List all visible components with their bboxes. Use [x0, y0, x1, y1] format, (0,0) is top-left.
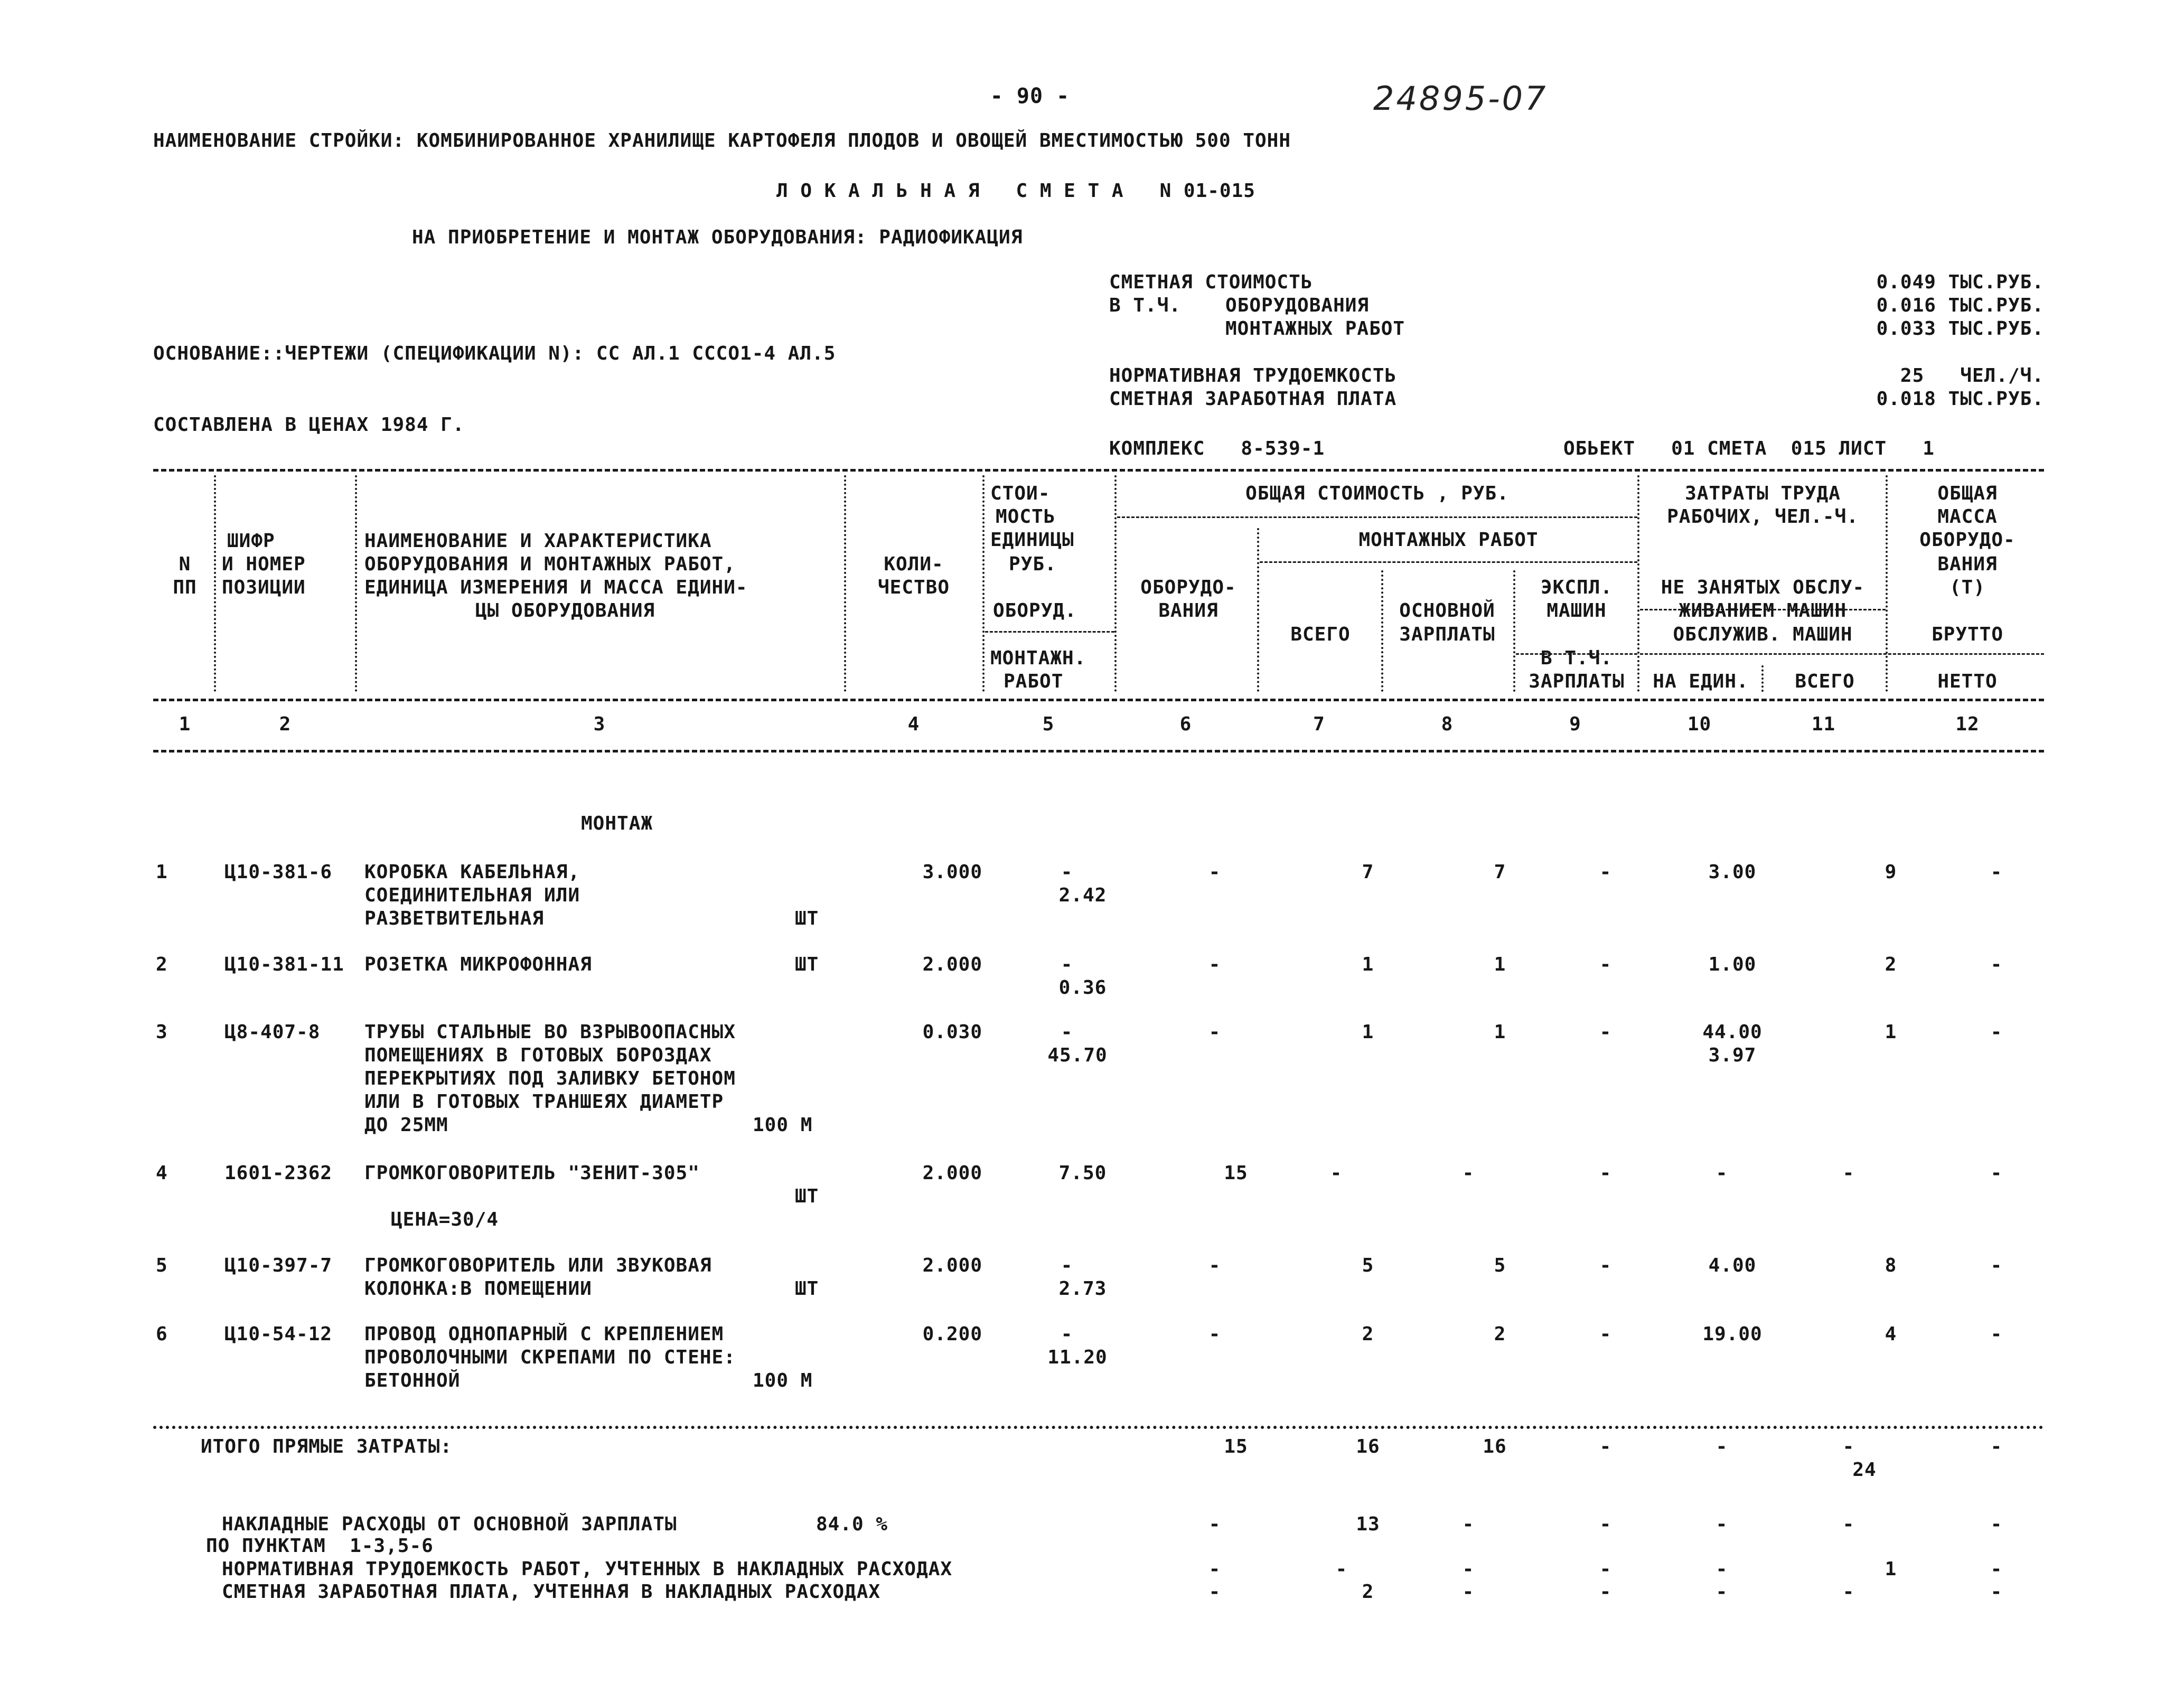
column-number: 6: [1179, 713, 1192, 735]
header-col12: БРУТТО: [1931, 624, 2004, 645]
header-col3: ЦЫ ОБОРУДОВАНИЯ: [475, 600, 655, 622]
row-unit-cost-equip: -: [1061, 1021, 1073, 1043]
header-total-cost: ОБЩАЯ СТОИМОСТЬ , РУБ.: [1245, 483, 1509, 504]
row-code: Ц10-397-7: [224, 1255, 333, 1276]
row-labor-unit: 3.00: [1708, 861, 1757, 883]
column-separator: [1886, 475, 1888, 692]
column-separator: [1637, 475, 1639, 692]
overhead-items: ПО ПУНКТАМ 1-3,5-6: [206, 1535, 434, 1557]
column-separator: [355, 475, 357, 692]
row-equip-total: 15: [1224, 1162, 1248, 1184]
header-labor-sub: ЖИВАНИЕМ МАШИН: [1679, 600, 1847, 622]
column-separator: [214, 475, 216, 692]
overhead-mass: -: [1990, 1513, 2003, 1535]
row-unit: 100 М: [753, 1114, 813, 1136]
row-labor-unit: 19.00: [1702, 1323, 1763, 1345]
column-number: 12: [1955, 713, 1980, 735]
norm-machines: -: [1599, 1558, 1612, 1580]
column-separator: [1761, 665, 1764, 692]
header-col2: ШИФР: [227, 530, 275, 552]
wage-install: 2: [1362, 1581, 1374, 1603]
row-unit: 100 М: [753, 1370, 813, 1391]
header-labor: РАБОЧИХ, ЧЕЛ.-Ч.: [1667, 506, 1859, 528]
column-number: 9: [1569, 713, 1581, 735]
construction-title: НАИМЕНОВАНИЕ СТРОЙКИ: КОМБИНИРОВАННОЕ ХРАНИЛИЩЕ КАРТОФЕЛЯ ПЛОДОВ И ОВОЩЕЙ ВМЕСТИМОСТЬЮ 500 ТОНН: [153, 130, 1291, 152]
row-unit-cost-install: 45.70: [1047, 1045, 1108, 1066]
overhead-percent: 84.0 %: [816, 1513, 888, 1535]
norm-labor-unit: -: [1716, 1558, 1728, 1580]
row-qty: 2.000: [922, 954, 982, 975]
row-machines: -: [1599, 861, 1612, 883]
row-number: 3: [156, 1021, 168, 1043]
header-col12: ОБОРУДО-: [1919, 529, 2016, 551]
row-price-note: ЦЕНА=30/4: [391, 1209, 499, 1230]
norm-mass: -: [1990, 1558, 2003, 1580]
row-qty: 2.000: [922, 1255, 982, 1276]
overhead-wage-label: СМЕТНАЯ ЗАРАБОТНАЯ ПЛАТА, УЧТЕННАЯ В НАКЛАДНЫХ РАСХОДАХ: [222, 1581, 881, 1603]
row-code: Ц10-381-11: [224, 954, 344, 975]
norm-labor-label: НОРМАТИВНАЯ ТРУДОЕМКОСТЬ РАБОТ, УЧТЕННЫХ В НАКЛАДНЫХ РАСХОДАХ: [222, 1558, 953, 1580]
wage-labor-unit: -: [1716, 1581, 1728, 1603]
header-col6: ВАНИЯ: [1158, 600, 1218, 622]
row-base-wage: -: [1462, 1162, 1475, 1184]
direct-machines: -: [1599, 1436, 1612, 1457]
column-number: 7: [1313, 713, 1325, 735]
row-number: 4: [156, 1162, 168, 1184]
header-col9: В Т.Ч.: [1540, 647, 1613, 669]
row-machines: -: [1599, 1021, 1612, 1043]
header-col7: ВСЕГО: [1290, 624, 1351, 645]
row-unit: ШТ: [795, 1278, 819, 1300]
column-number: 2: [279, 713, 292, 735]
direct-costs-label: ИТОГО ПРЯМЫЕ ЗАТРАТЫ:: [201, 1436, 453, 1457]
header-col3: НАИМЕНОВАНИЕ И ХАРАКТЕРИСТИКА: [364, 530, 712, 552]
row-machines: -: [1599, 1255, 1612, 1276]
row-name: ИЛИ В ГОТОВЫХ ТРАНШЕЯХ ДИАМЕТР: [364, 1091, 724, 1113]
row-number: 1: [156, 861, 168, 883]
row-mass: -: [1990, 1162, 2003, 1184]
column-separator: [1513, 570, 1515, 692]
row-unit: ШТ: [795, 954, 819, 975]
labor-label: НОРМАТИВНАЯ ТРУДОЕМКОСТЬ: [1109, 365, 1397, 387]
row-name: ПРОВОД ОДНОПАРНЫЙ С КРЕПЛЕНИЕМ: [364, 1323, 724, 1345]
row-unit-cost-install: 2.73: [1058, 1278, 1107, 1300]
column-separator: [982, 475, 985, 692]
row-unit-cost-install: 2.42: [1058, 885, 1107, 906]
header-col3: ОБОРУДОВАНИЯ И МОНТАЖНЫХ РАБОТ,: [364, 553, 736, 575]
row-code: Ц10-54-12: [224, 1323, 333, 1345]
column-separator: [1257, 528, 1259, 692]
row-machines: -: [1599, 1162, 1612, 1184]
section-title: МОНТАЖ: [581, 813, 653, 834]
header-col4: КОЛИ-: [884, 553, 944, 575]
row-number: 6: [156, 1323, 168, 1345]
row-machines: -: [1599, 1323, 1612, 1345]
header-col5: ЕДИНИЦЫ: [990, 529, 1074, 551]
header-col5: СТОИ-: [990, 483, 1051, 504]
norm-labor-total: 1: [1885, 1558, 1897, 1580]
header-sub-rule: [1640, 653, 2044, 655]
wage-value: 0.018 ТЫС.РУБ.: [1876, 388, 2044, 410]
page-number: - 90 -: [990, 84, 1070, 108]
wage-label: СМЕТНАЯ ЗАРАБОТНАЯ ПЛАТА: [1109, 388, 1397, 410]
header-col5: МОСТЬ: [996, 506, 1056, 528]
wage-equip: -: [1208, 1581, 1221, 1603]
header-col8: ОСНОВНОЙ: [1399, 600, 1495, 622]
row-mass: -: [1990, 1255, 2003, 1276]
row-labor-total: 4: [1885, 1323, 1897, 1345]
row-qty: 0.200: [922, 1323, 982, 1345]
header-col5: ОБОРУД.: [993, 600, 1077, 622]
row-name: СОЕДИНИТЕЛЬНАЯ ИЛИ: [364, 885, 580, 906]
row-install-total: 1: [1362, 1021, 1374, 1043]
overhead-equip: -: [1208, 1513, 1221, 1535]
row-labor-total: 9: [1885, 861, 1897, 883]
row-mass: -: [1990, 1323, 2003, 1345]
estimate-title: Л О К А Л Ь Н А Я С М Е Т А N 01-015: [776, 180, 1255, 202]
row-labor-unit: 44.00: [1702, 1021, 1763, 1043]
column-number: 3: [593, 713, 606, 735]
row-name: ПРОВОЛОЧНЫМИ СКРЕПАМИ ПО СТЕНЕ:: [364, 1347, 736, 1368]
row-unit: ШТ: [795, 1186, 819, 1207]
row-name: БЕТОННОЙ: [364, 1370, 461, 1391]
direct-labor-total-value: 24: [1852, 1459, 1877, 1481]
direct-labor-unit: -: [1716, 1436, 1728, 1457]
row-qty: 3.000: [922, 861, 982, 883]
header-col5: МОНТАЖН.: [990, 647, 1086, 669]
header-col4: ЧЕСТВО: [877, 577, 950, 598]
row-unit-cost-equip: 7.50: [1058, 1162, 1107, 1184]
header-sub-rule: [985, 631, 1114, 633]
row-install-total: 2: [1362, 1323, 1374, 1345]
overhead-label: НАКЛАДНЫЕ РАСХОДЫ ОТ ОСНОВНОЙ ЗАРПЛАТЫ: [222, 1513, 677, 1535]
row-labor-total: -: [1842, 1162, 1855, 1184]
column-number: 1: [179, 713, 191, 735]
row-unit-cost-equip: -: [1061, 1255, 1073, 1276]
row-unit-cost-install: 11.20: [1047, 1347, 1108, 1368]
row-equip-total: -: [1208, 1255, 1221, 1276]
header-col11: ВСЕГО: [1795, 671, 1855, 692]
wage-labor-total: -: [1842, 1581, 1855, 1603]
wage-base-wage: -: [1462, 1581, 1475, 1603]
installation-value: 0.033 ТЫС.РУБ.: [1876, 318, 2044, 340]
overhead-labor-unit: -: [1716, 1513, 1728, 1535]
header-col9: ЗАРПЛАТЫ: [1529, 671, 1625, 692]
row-qty: 0.030: [922, 1021, 982, 1043]
row-name: КОЛОНКА:В ПОМЕЩЕНИИ: [364, 1278, 592, 1300]
header-labor-sub: НЕ ЗАНЯТЫХ ОБСЛУ-: [1661, 577, 1865, 598]
row-labor-unit: 1.00: [1708, 954, 1757, 975]
row-unit-cost-install: 0.36: [1058, 977, 1107, 999]
row-install-total: 7: [1362, 861, 1374, 883]
wage-machines: -: [1599, 1581, 1612, 1603]
header-col12: ОБЩАЯ: [1937, 483, 1998, 504]
header-col2: И НОМЕР: [222, 553, 306, 575]
row-labor-unit-extra: 3.97: [1708, 1045, 1757, 1066]
row-install-total: 1: [1362, 954, 1374, 975]
row-mass: -: [1990, 1021, 2003, 1043]
direct-install-total: 16: [1356, 1436, 1380, 1457]
header-install-works: МОНТАЖНЫХ РАБОТ: [1358, 529, 1539, 551]
row-unit-cost-equip: -: [1061, 861, 1073, 883]
header-col5: РУБ.: [1009, 553, 1057, 575]
header-sub-rule: [1117, 516, 1637, 518]
header-mid-rule: [153, 699, 2044, 701]
overhead-install: 13: [1356, 1513, 1380, 1535]
header-top-rule: [153, 469, 2044, 472]
header-col2: ПОЗИЦИИ: [222, 577, 306, 598]
header-labor-sub: ОБСЛУЖИВ. МАШИН: [1673, 624, 1853, 645]
header-col3: ЕДИНИЦА ИЗМЕРЕНИЯ И МАССА ЕДИНИ-: [364, 577, 748, 598]
column-separator: [844, 475, 846, 692]
header-col12: ВАНИЯ: [1937, 553, 1998, 575]
basis-line: ОСНОВАНИЕ::ЧЕРТЕЖИ (СПЕЦИФИКАЦИИ N): СС АЛ.1 СССО1-4 АЛ.5: [153, 343, 836, 364]
header-bottom-rule: [153, 750, 2044, 752]
row-install-total: 5: [1362, 1255, 1374, 1276]
header-sub-rule: [1260, 561, 1637, 563]
column-number: 10: [1687, 713, 1712, 735]
column-number: 4: [907, 713, 920, 735]
row-labor-total: 8: [1885, 1255, 1897, 1276]
row-equip-total: -: [1208, 861, 1221, 883]
overhead-machines: -: [1599, 1513, 1612, 1535]
direct-base-wage: 16: [1483, 1436, 1507, 1457]
norm-install: -: [1335, 1558, 1348, 1580]
row-labor-unit: -: [1716, 1162, 1728, 1184]
row-mass: -: [1990, 861, 2003, 883]
direct-labor-total: -: [1842, 1436, 1855, 1457]
row-base-wage: 2: [1494, 1323, 1506, 1345]
column-separator: [1381, 570, 1383, 692]
column-separator: [1114, 475, 1117, 692]
labor-value: 25 ЧЕЛ./Ч.: [1900, 365, 2044, 387]
overhead-labor-total: -: [1842, 1513, 1855, 1535]
totals-rule: [153, 1426, 2044, 1429]
header-col12: НЕТТО: [1937, 671, 1998, 692]
header-col9: МАШИН: [1546, 600, 1607, 622]
row-unit-cost-equip: -: [1061, 954, 1073, 975]
estimate-subject: НА ПРИОБРЕТЕНИЕ И МОНТАЖ ОБОРУДОВАНИЯ: РАДИОФИКАЦИЯ: [412, 227, 1023, 248]
row-base-wage: 1: [1494, 1021, 1506, 1043]
direct-mass: -: [1990, 1436, 2003, 1457]
row-base-wage: 1: [1494, 954, 1506, 975]
row-equip-total: -: [1208, 1323, 1221, 1345]
header-col12: (Т): [1949, 577, 1986, 598]
row-labor-total: 2: [1885, 954, 1897, 975]
row-name: ТРУБЫ СТАЛЬНЫЕ ВО ВЗРЫВООПАСНЫХ: [364, 1021, 736, 1043]
row-unit: ШТ: [795, 908, 819, 929]
row-code: Ц10-381-6: [224, 861, 333, 883]
equipment-value: 0.016 ТЫС.РУБ.: [1876, 295, 2044, 316]
header-col1: ПП: [173, 577, 197, 598]
complex-line: КОМПЛЕКС 8-539-1: [1109, 438, 1325, 459]
header-col1: N: [179, 553, 191, 575]
header-col12: МАССА: [1937, 506, 1998, 528]
column-number: 8: [1441, 713, 1454, 735]
row-name: ГРОМКОГОВОРИТЕЛЬ ИЛИ ЗВУКОВАЯ: [364, 1255, 712, 1276]
header-col10: НА ЕДИН.: [1653, 671, 1749, 692]
equipment-label: ОБОРУДОВАНИЯ: [1225, 295, 1370, 316]
direct-equip-total: 15: [1224, 1436, 1248, 1457]
installation-label: МОНТАЖНЫХ РАБОТ: [1225, 318, 1405, 340]
object-line: ОБЬЕКТ 01 СМЕТА 015 ЛИСТ 1: [1563, 438, 1935, 459]
row-name: РАЗВЕТВИТЕЛЬНАЯ: [364, 908, 545, 929]
row-number: 2: [156, 954, 168, 975]
row-number: 5: [156, 1255, 168, 1276]
row-name: РОЗЕТКА МИКРОФОННАЯ: [364, 954, 592, 975]
row-name: ПЕРЕКРЫТИЯХ ПОД ЗАЛИВКУ БЕТОНОМ: [364, 1068, 736, 1089]
row-name: ГРОМКОГОВОРИТЕЛЬ "ЗЕНИТ-305": [364, 1162, 700, 1184]
header-col5: РАБОТ: [1004, 671, 1064, 692]
row-labor-total: 1: [1885, 1021, 1897, 1043]
cost-value: 0.049 ТЫС.РУБ.: [1876, 271, 2044, 293]
row-name: КОРОБКА КАБЕЛЬНАЯ,: [364, 861, 580, 883]
incl-label: В Т.Ч.: [1109, 295, 1182, 316]
document-code: 24895-07: [1373, 79, 1548, 118]
row-name: ПОМЕЩЕНИЯХ В ГОТОВЫХ БОРОЗДАХ: [364, 1045, 712, 1066]
row-base-wage: 5: [1494, 1255, 1506, 1276]
header-labor: ЗАТРАТЫ ТРУДА: [1685, 483, 1841, 504]
row-name: ДО 25ММ: [364, 1114, 448, 1136]
header-col6: ОБОРУДО-: [1140, 577, 1236, 598]
column-number: 5: [1042, 713, 1055, 735]
cost-label: СМЕТНАЯ СТОИМОСТЬ: [1109, 271, 1313, 293]
row-labor-unit: 4.00: [1708, 1255, 1757, 1276]
norm-base-wage: -: [1462, 1558, 1475, 1580]
row-code: 1601-2362: [224, 1162, 333, 1184]
row-unit-cost-equip: -: [1061, 1323, 1073, 1345]
row-install-total: -: [1330, 1162, 1343, 1184]
row-equip-total: -: [1208, 954, 1221, 975]
row-equip-total: -: [1208, 1021, 1221, 1043]
header-col8: ЗАРПЛАТЫ: [1399, 624, 1495, 645]
row-mass: -: [1990, 954, 2003, 975]
row-machines: -: [1599, 954, 1612, 975]
column-number: 11: [1811, 713, 1836, 735]
row-code: Ц8-407-8: [224, 1021, 321, 1043]
row-base-wage: 7: [1494, 861, 1506, 883]
overhead-base-wage: -: [1462, 1513, 1475, 1535]
header-col9: ЭКСПЛ.: [1540, 577, 1613, 598]
wage-mass: -: [1990, 1581, 2003, 1603]
prices-line: СОСТАВЛЕНА В ЦЕНАХ 1984 Г.: [153, 414, 465, 436]
norm-equip: -: [1208, 1558, 1221, 1580]
row-qty: 2.000: [922, 1162, 982, 1184]
